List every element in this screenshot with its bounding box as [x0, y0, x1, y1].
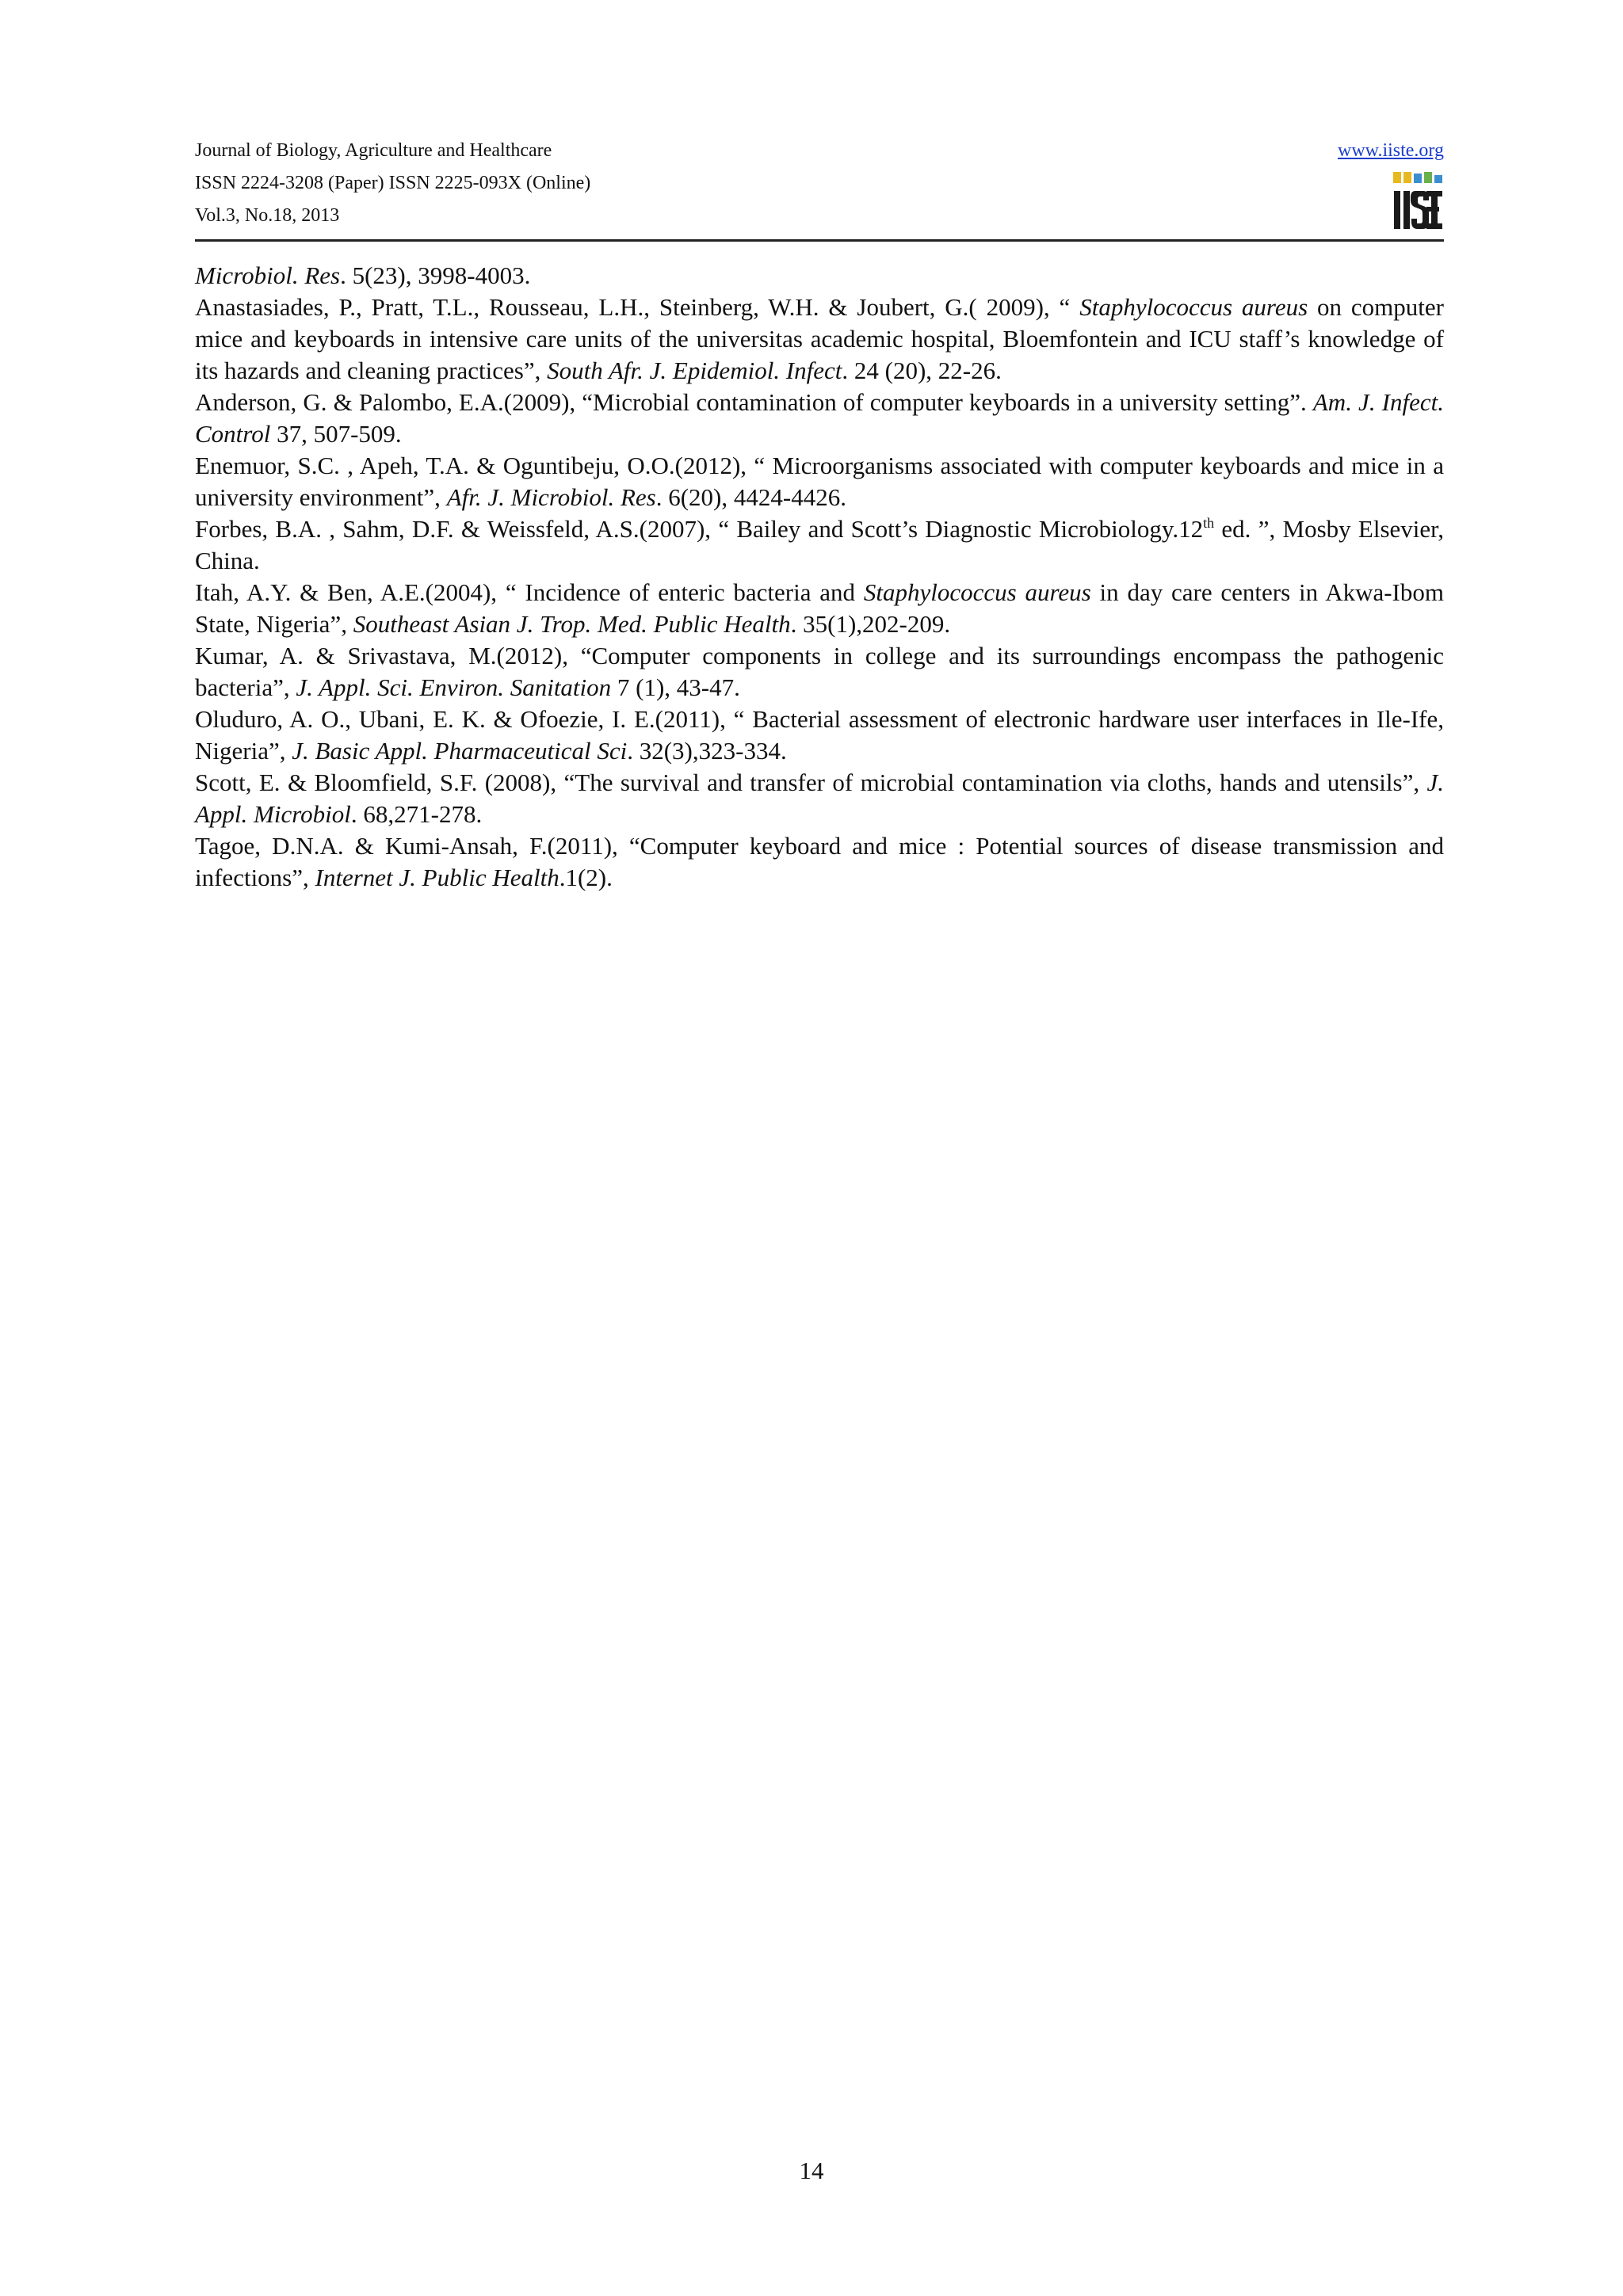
reference-journal-name: Staphylococcus aureus: [1079, 293, 1308, 321]
reference-text: Oluduro, A. O., Ubani, E. K. & Ofoezie, I. E.(2011), “ Bacterial assessment of electronic hardware user interfaces in Ile-Ife, Nigeria”,: [195, 705, 1444, 765]
reference-entry: [195, 387, 1444, 450]
page-number: 14: [799, 2157, 824, 2184]
journal-volume: Vol.3, No.18, 2013: [195, 205, 340, 226]
reference-text: Kumar, A. & Srivastava, M.(2012), “Computer components in college and its surroundings encompass the pathogenic bacteria”,: [195, 642, 1444, 701]
reference-text: Enemuor, S.C. , Apeh, T.A. & Oguntibeju, O.O.(2012), “ Microorganisms associated with computer keyboards and mice in a university environment”,: [195, 452, 1444, 511]
reference-text: Tagoe, D.N.A. & Kumi-Ansah, F.(2011), “Computer keyboard and mice : Potential sources of disease transmission and infections”,: [195, 832, 1444, 891]
reference-entry: [195, 640, 1444, 704]
journal-title: Journal of Biology, Agriculture and Healthcare: [195, 140, 552, 161]
journal-url-link[interactable]: www.iiste.org: [1338, 140, 1444, 161]
reference-text: . 32(3),323-334.: [627, 737, 787, 765]
reference-entry: [195, 513, 1444, 577]
reference-entry: [195, 577, 1444, 640]
reference-text: . 6(20), 4424-4426.: [655, 483, 846, 511]
reference-text: Anderson, G. & Palombo, E.A.(2009), “Microbial contamination of computer keyboards in a university setting”.: [195, 388, 1313, 416]
reference-text: Anastasiades, P., Pratt, T.L., Rousseau, L.H., Steinberg, W.H. & Joubert, G.( 2009), “: [195, 293, 1080, 321]
reference-journal-name: Microbiol. Res: [195, 261, 341, 289]
reference-entry: [195, 767, 1444, 830]
reference-text: 37, 507-509.: [270, 420, 402, 448]
reference-text: 7 (1), 43-47.: [611, 673, 740, 701]
reference-text: . 68,271-278.: [350, 800, 483, 828]
reference-journal-name: Staphylococcus aureus: [863, 578, 1091, 606]
reference-entry: [195, 704, 1444, 767]
journal-info: [195, 135, 590, 232]
reference-text: Forbes, B.A. , Sahm, D.F. & Weissfeld, A.S.(2007), “ Bailey and Scott’s Diagnostic Microbiology.12: [195, 515, 1204, 543]
reference-text: ed. ”, Mosby Elsevier, China.: [195, 515, 1444, 574]
reference-superscript: th: [1203, 515, 1215, 531]
reference-list: [195, 260, 1444, 894]
reference-journal-name: Internet J. Public Health: [315, 864, 559, 891]
reference-entry: [195, 830, 1444, 894]
reference-journal-name: South Afr. J. Epidemiol. Infect: [547, 357, 842, 384]
reference-journal-name: J. Appl. Microbiol: [195, 769, 1444, 828]
reference-journal-name: Afr. J. Microbiol. Res: [446, 483, 656, 511]
iiste-logo-icon: [1392, 170, 1444, 232]
reference-journal-name: Am. J. Infect. Control: [195, 388, 1444, 448]
reference-text: in day care centers in Akwa-Ibom State, Nigeria”,: [195, 578, 1444, 638]
reference-journal-name: Southeast Asian J. Trop. Med. Public Health: [353, 610, 791, 638]
reference-text: . 24 (20), 22-26.: [842, 357, 1002, 384]
reference-entry: [195, 292, 1444, 387]
reference-text: Itah, A.Y. & Ben, A.E.(2004), “ Incidence of enteric bacteria and: [195, 578, 864, 606]
reference-text: on computer mice and keyboards in intensive care units of the universitas academic hospital, Bloemfontein and ICU staff’s knowledge of its hazards and cleaning practices”,: [195, 293, 1444, 384]
reference-journal-name: J. Basic Appl. Pharmaceutical Sci: [292, 737, 628, 765]
reference-journal-name: J. Appl. Sci. Environ. Sanitation: [296, 673, 612, 701]
journal-issn: ISSN 2224-3208 (Paper) ISSN 2225-093X (Online): [195, 173, 591, 193]
reference-text: . 5(23), 3998-4003.: [340, 261, 531, 289]
reference-text: . 35(1),202-209.: [790, 610, 951, 638]
reference-entry: [195, 260, 1444, 292]
reference-text: Scott, E. & Bloomfield, S.F. (2008), “The survival and transfer of microbial contamination via cloths, hands and utensils”,: [195, 769, 1427, 796]
reference-text: .1(2).: [559, 864, 613, 891]
reference-entry: [195, 450, 1444, 513]
page-header: [195, 135, 1444, 242]
